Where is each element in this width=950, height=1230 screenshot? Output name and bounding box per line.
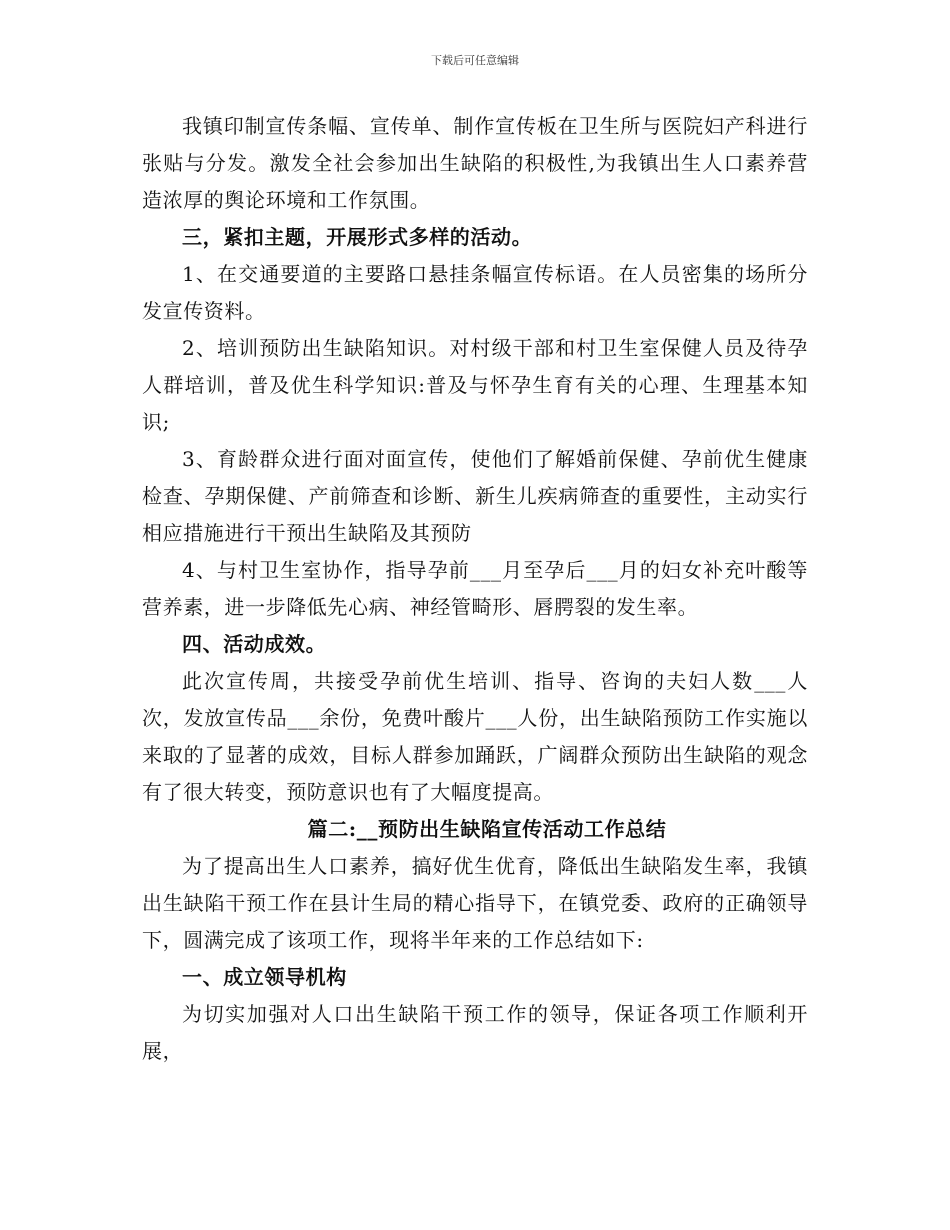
page-header: 下载后可任意编辑 bbox=[431, 54, 519, 67]
list-item-1: 1、在交通要道的主要路口悬挂条幅宣传标语。在人员密集的场所分发宣传资料。 bbox=[142, 262, 808, 323]
list-item-3: 3、育龄群众进行面对面宣传，使他们了解婚前保健、孕前优生健康检查、孕期保健、产前筛查和诊断、新生儿疾病筛查的重要性，主动实行相应措施进行干预出生缺陷及其预防 bbox=[142, 447, 808, 545]
paragraph-results: 此次宣传周，共接受孕前优生培训、指导、咨询的夫妇人数___人次，发放宣传品___余份，免费叶酸片___人份，出生缺陷预防工作实施以来取的了显著的成效，目标人群参加踊跃，广阔群众预防出生缺陷的观念有了很大转变，预防意识也有了大幅度提高。 bbox=[142, 669, 808, 804]
section-heading-4: 四、活动成效。 bbox=[182, 632, 327, 656]
article-title-part-2: 篇二:__预防出生缺陷宣传活动工作总结 bbox=[307, 817, 667, 841]
paragraph-leadership: 为切实加强对人口出生缺陷干预工作的领导，保证各项工作顺利开展， bbox=[142, 1002, 808, 1063]
paragraph-1: 我镇印制宣传条幅、宣传单、制作宣传板在卫生所与医院妇产科进行张贴与分发。激发全社会参加出生缺陷的积极性,为我镇出生人口素养营造浓厚的舆论环境和工作氛围。 bbox=[142, 114, 808, 212]
list-item-2: 2、培训预防出生缺陷知识。对村级干部和村卫生室保健人员及待孕人群培训，普及优生科学知识:普及与怀孕生育有关的心理、生理基本知识; bbox=[142, 336, 808, 434]
section-heading-3: 三，紧扣主题，开展形式多样的活动。 bbox=[182, 225, 533, 249]
section-heading-1: 一、成立领导机构 bbox=[182, 965, 347, 989]
paragraph-intro-2: 为了提高出生人口素养，搞好优生优育，降低出生缺陷发生率，我镇出生缺陷干预工作在县计生局的精心指导下，在镇党委、政府的正确领导下，圆满完成了该项工作，现将半年来的工作总结如下: bbox=[142, 854, 808, 952]
document-body bbox=[142, 108, 808, 1070]
list-item-4: 4、与村卫生室协作，指导孕前___月至孕后___月的妇女补充叶酸等营养素，进一步降低先心病、神经管畸形、唇腭裂的发生率。 bbox=[142, 558, 808, 619]
